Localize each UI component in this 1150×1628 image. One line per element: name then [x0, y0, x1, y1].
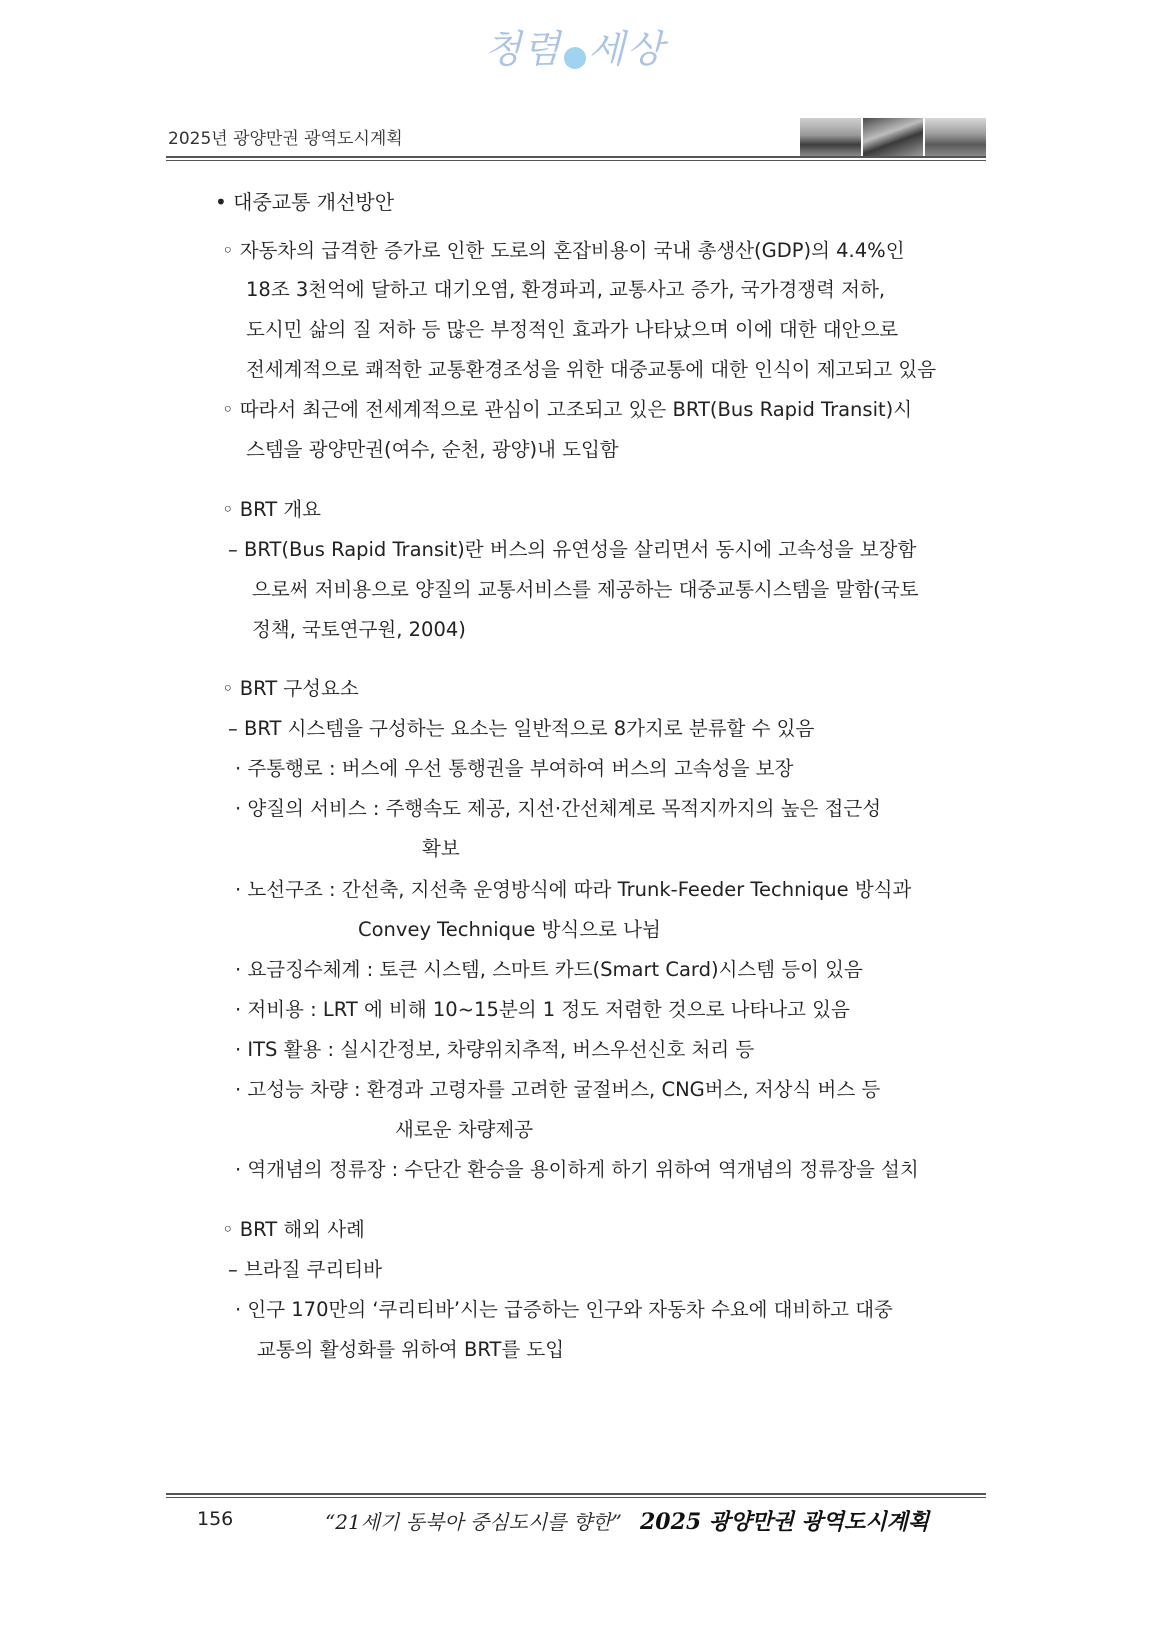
list-item-continuation: 교통의 활성화를 위하여 BRT를 도입	[257, 1338, 565, 1361]
list-item-continuation: 확보	[422, 837, 460, 860]
list-item: · 노선구조 : 간선축, 지선축 운영방식에 따라 Trunk-Feeder Technique 방식과	[235, 878, 912, 901]
footer-brand: 2025 광양만권 광역도시계획	[640, 1509, 930, 1535]
paragraph-line: – BRT(Bus Rapid Transit)란 버스의 유연성을 살리면서 동시에 고속성을 보장함	[228, 538, 917, 561]
section-heading: • 대중교통 개선방안	[215, 190, 395, 214]
footer-divider-thin	[166, 1497, 986, 1498]
list-item: · 주통행로 : 버스에 우선 통행권을 부여하여 버스의 고속성을 보장	[235, 757, 794, 780]
list-item: · 요금징수체계 : 토큰 시스템, 스마트 카드(Smart Card)시스템 등이 있음	[235, 958, 863, 981]
paragraph-line: 18조 3천억에 달하고 대기오염, 환경파괴, 교통사고 증가, 국가경쟁력 저하,	[246, 278, 886, 301]
subsection-heading: ◦ BRT 구성요소	[222, 677, 359, 700]
header-photo-strip	[800, 118, 986, 156]
list-item: · 양질의 서비스 : 주행속도 제공, 지선·간선체계로 목적지까지의 높은 접근성	[235, 797, 882, 820]
paragraph-line: – BRT 시스템을 구성하는 요소는 일반적으로 8가지로 분류할 수 있음	[228, 717, 815, 740]
header-title: 2025년 광양만권 광역도시계획	[168, 129, 403, 149]
page-number: 156	[197, 1508, 234, 1530]
footer-tagline: “21세기 동북아 중심도시를 향한”	[325, 1510, 622, 1534]
paragraph-line: 도시민 삶의 질 저하 등 많은 부정적인 효과가 나타났으며 이에 대한 대안으로	[246, 318, 899, 341]
list-item: · 인구 170만의 ‘쿠리티바’시는 급증하는 인구와 자동차 수요에 대비하고 대중	[235, 1298, 893, 1321]
paragraph-line: 정책, 국토연구원, 2004)	[252, 618, 466, 641]
subsection-heading: ◦ BRT 개요	[222, 498, 321, 521]
list-item: · ITS 활용 : 실시간정보, 차량위치추적, 버스우선신호 처리 등	[235, 1038, 755, 1061]
list-item-continuation: Convey Technique 방식으로 나뉨	[358, 918, 661, 941]
paragraph-line: 스템을 광양만권(여수, 순천, 광양)내 도입함	[246, 438, 619, 461]
header-photo-1	[800, 118, 861, 156]
subsection-heading: ◦ BRT 해외 사례	[222, 1218, 365, 1241]
list-item: · 고성능 차량 : 환경과 고령자를 고려한 굴절버스, CNG버스, 저상식 버스 등	[235, 1078, 881, 1101]
paragraph-line: 으로써 저비용으로 양질의 교통서비스를 제공하는 대중교통시스템을 말함(국토	[252, 578, 919, 601]
footer-divider	[166, 1493, 986, 1495]
logo-text-right: 세상	[588, 27, 666, 71]
logo	[0, 18, 1150, 73]
logo-emblem-icon	[564, 47, 586, 69]
list-item-continuation: 새로운 차량제공	[395, 1118, 534, 1141]
logo-text-left: 청렴	[484, 27, 562, 71]
paragraph-line: 전세계적으로 쾌적한 교통환경조성을 위한 대중교통에 대한 인식이 제고되고 있음	[246, 358, 937, 381]
list-item: · 저비용 : LRT 에 비해 10~15분의 1 정도 저렴한 것으로 나타나고 있음	[235, 998, 850, 1021]
paragraph-line: – 브라질 쿠리티바	[228, 1258, 383, 1281]
paragraph-line: ◦ 따라서 최근에 전세계적으로 관심이 고조되고 있은 BRT(Bus Rapid Transit)시	[222, 398, 913, 421]
list-item: · 역개념의 정류장 : 수단간 환승을 용이하게 하기 위하여 역개념의 정류장을 설치	[235, 1158, 919, 1181]
header-divider-thin	[166, 160, 986, 161]
header-divider	[166, 156, 986, 158]
header-photo-2	[863, 118, 924, 156]
header-photo-3	[925, 118, 986, 156]
paragraph-line: ◦ 자동차의 급격한 증가로 인한 도로의 혼잡비용이 국내 총생산(GDP)의 4.4%인	[222, 239, 905, 262]
